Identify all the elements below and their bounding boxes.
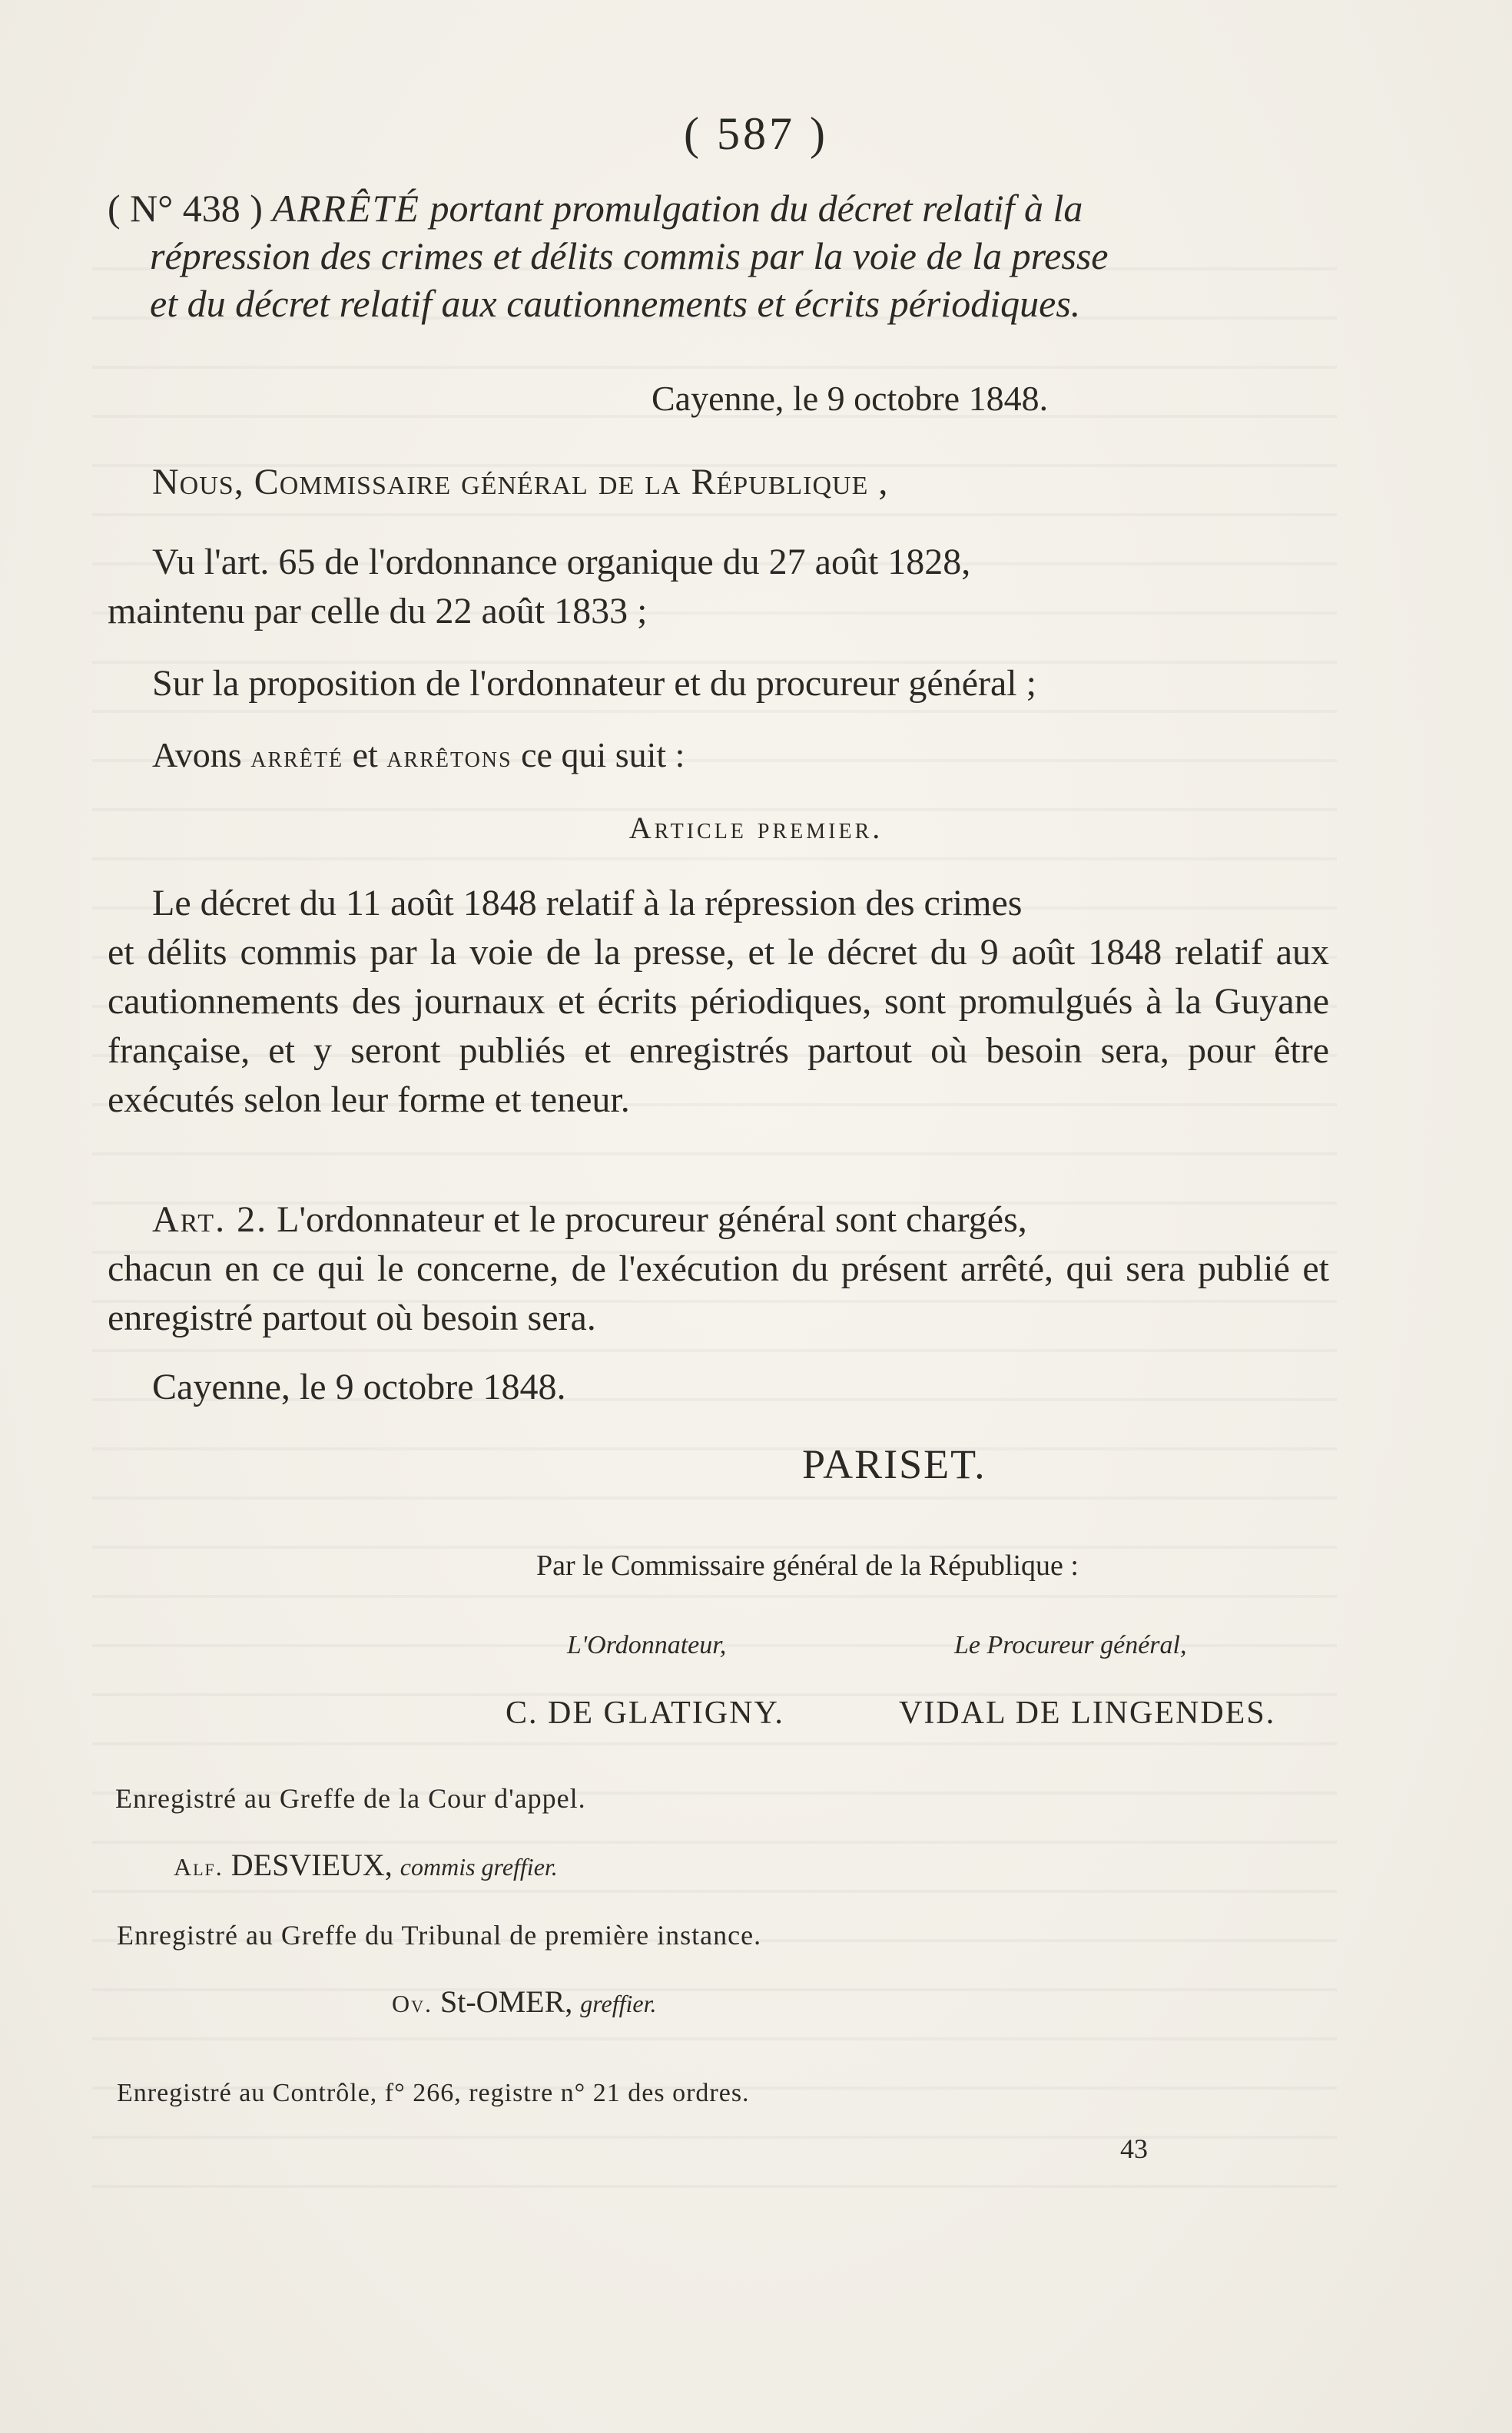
heading-line3: et du décret relatif aux cautionnements et écrits périodiques. [150,282,1081,325]
clerk2-title: greffier. [580,1990,657,2017]
decree-title: ARRÊTÉ [272,187,420,230]
avons-e: ce qui suit : [512,735,685,774]
name-ordonnateur: C. DE GLATIGNY. [506,1695,784,1731]
page-number: ( 587 ) [684,108,828,159]
registration-controle: Enregistré au Contrôle, f° 266, registre n° 21 des ordres. [117,2079,750,2107]
avons-a: Avons [152,735,251,774]
place-date: Cayenne, le 9 octobre 1848. [652,379,1049,418]
clerk2-name: St-OMER, [433,1984,581,2019]
art2-line1: L'ordonnateur et le procureur général sont chargés, [267,1199,1027,1240]
role-ordonnateur: L'Ordonnateur, [567,1631,727,1659]
registration-appel: Enregistré au Greffe de la Cour d'appel. [115,1783,586,1814]
art2-rest: chacun en ce qui le concerne, de l'exécution du présent arrêté, qui sera publié et enregistré partout où besoin sera. [108,1248,1329,1338]
clerk1-prefix: Alf. [174,1853,224,1881]
avons-d: arrêtons [386,739,512,774]
heading-line2: répression des crimes et délits commis par la voie de la presse [150,234,1109,277]
clerk2-prefix: Ov. [392,1990,433,2017]
clerk-st-omer [392,1984,657,2020]
nous-rest: , Commissaire général de la République , [234,462,889,502]
clerk1-name: DESVIEUX, [223,1848,400,1882]
role-procureur: Le Procureur général, [954,1631,1187,1659]
sur-paragraph [108,659,1329,708]
closing-date: Cayenne, le 9 octobre 1848. [152,1367,566,1407]
article-1-paragraph [108,879,1329,1125]
art1-rest: et délits commis par la voie de la presse, et le décret du 9 août 1848 relatif aux cautionnements des journaux et écrits périodiques, sont promulgués à la Guyane française, et y seront publiés et enregistrés partout où besoin sera, pour être exécutés selon leur forme et teneur. [108,932,1329,1120]
avons-clause [152,734,685,775]
article-heading: Article premier. [628,810,884,845]
decree-heading [108,184,1337,327]
registration-instance: Enregistré au Greffe du Tribunal de première instance. [117,1920,762,1951]
nous-prefix: Nous [152,462,234,502]
clerk1-title: commis greffier. [400,1853,558,1881]
nous-clause [152,461,888,503]
avons-c: et [343,735,387,774]
article-2-paragraph [108,1195,1329,1343]
vu-line2: maintenu par celle du 22 août 1833 ; [108,591,648,631]
sheet-number: 43 [1120,2133,1148,2164]
par-le-commissaire: Par le Commissaire général de la République : [536,1550,1079,1582]
vu-paragraph [108,538,1329,636]
avons-b: arrêté [250,739,344,774]
art1-line1: Le décret du 11 août 1848 relatif à la répression des crimes [152,883,1023,923]
name-procureur: VIDAL DE LINGENDES. [899,1695,1276,1731]
art2-label: Art. 2. [152,1199,268,1240]
sur-text: Sur la proposition de l'ordonnateur et du procureur général ; [152,663,1036,704]
vu-line1: Vu l'art. 65 de l'ordonnance organique du 27 août 1828, [152,542,971,582]
clerk-desvieux [174,1847,558,1883]
decree-number: ( N° 438 ) [108,187,263,230]
signature-pariset: PARISET. [802,1441,986,1487]
heading-line1: portant promulgation du décret relatif à la [419,187,1083,230]
